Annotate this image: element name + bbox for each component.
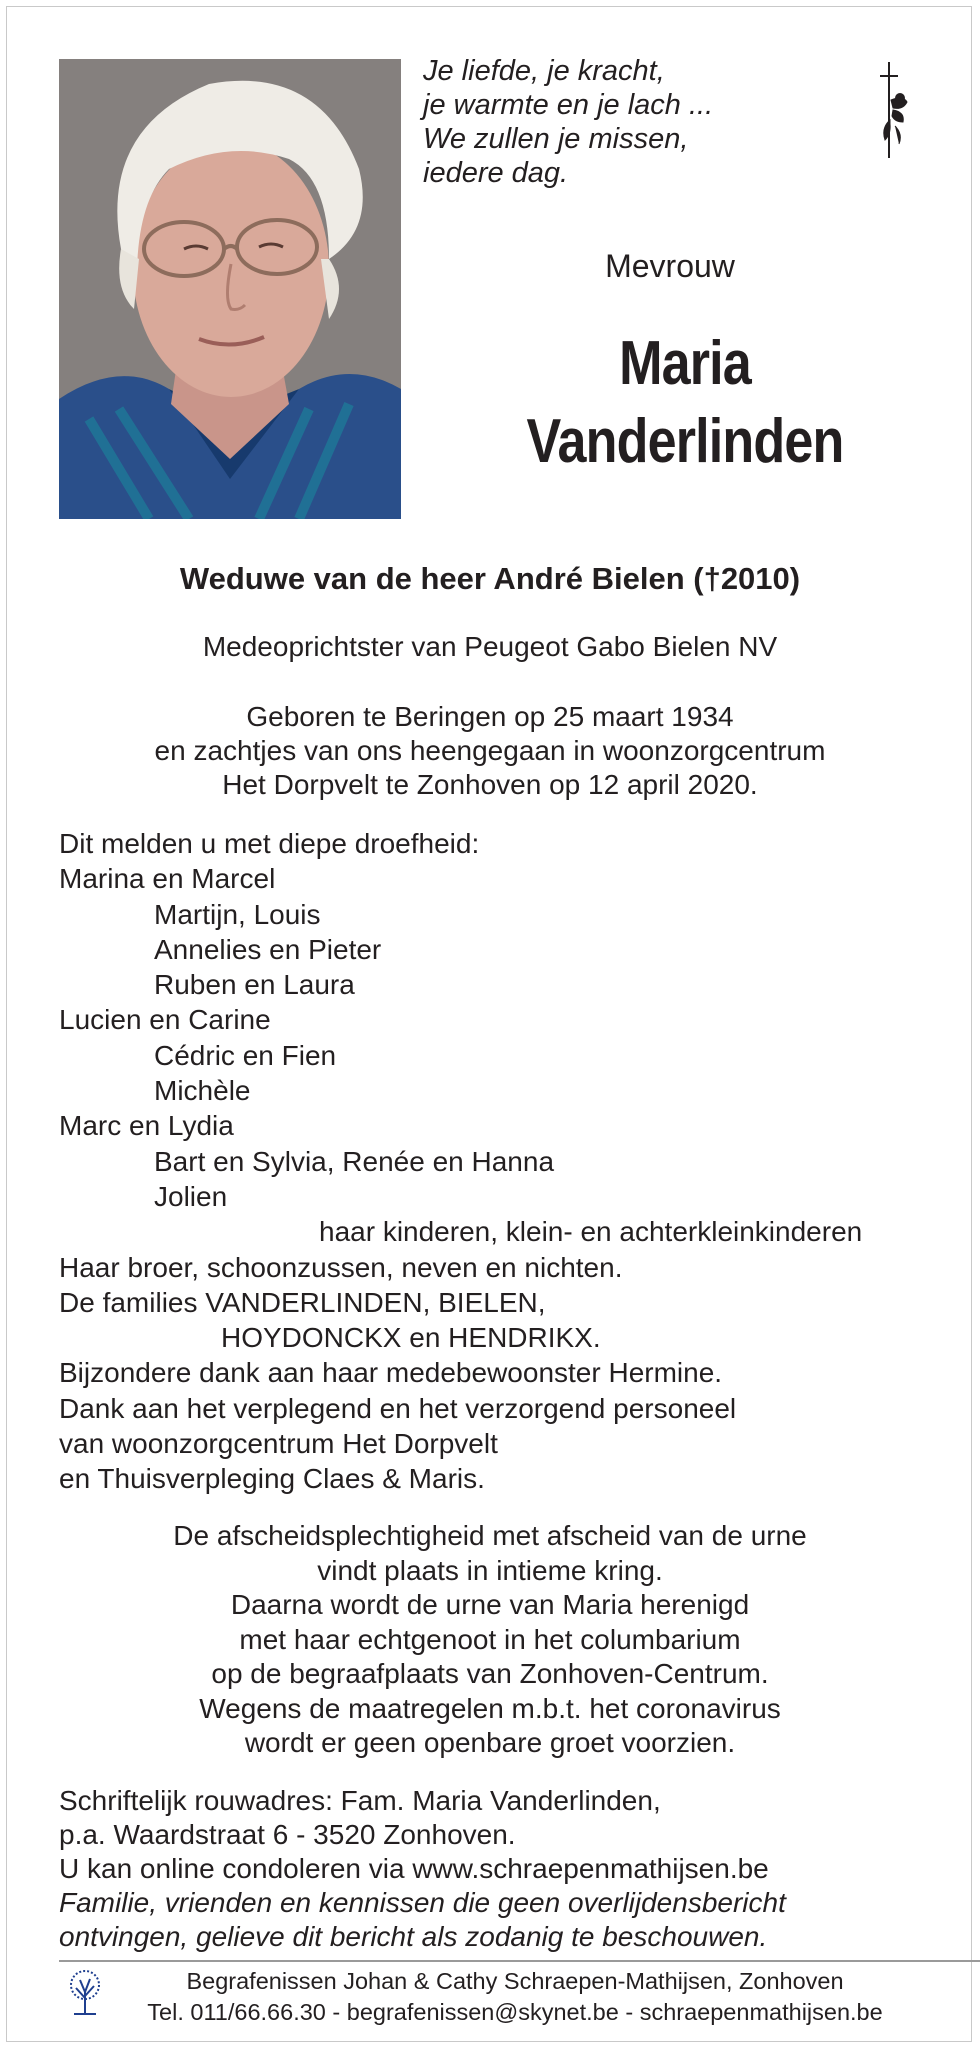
address-line: p.a. Waardstraat 6 - 3520 Zonhoven. [59, 1819, 516, 1850]
ceremony-line: wordt er geen openbare groet voorzien. [244, 1727, 736, 1758]
funeral-home-footer [122, 1966, 908, 2028]
tree-logo-icon [64, 1968, 106, 2016]
first-name: Maria [619, 329, 751, 398]
notice-line: Familie, vrienden en kennissen die geen overlijdensbericht [59, 1887, 786, 1918]
widow-line: Weduwe van de heer André Bielen (†2010) [179, 561, 801, 596]
ceremony-line: op de begraafplaats van Zonhoven-Centrum. [211, 1658, 769, 1689]
ceremony-line: De afscheidsplechtigheid met afscheid van de urne [173, 1520, 807, 1551]
poem-line: iedere dag. [423, 157, 569, 189]
grandchild: Michèle [154, 1075, 251, 1107]
birth-line: Het Dorpvelt te Zonhoven op 12 april 2020. [222, 769, 758, 800]
poem-line: We zullen je missen, [423, 123, 689, 155]
honorific: Mevrouw [605, 248, 735, 284]
thanks-line: en Thuisverpleging Claes & Maris. [59, 1463, 485, 1495]
siblings-line: Haar broer, schoonzussen, neven en nichten. [59, 1251, 623, 1283]
deceased-name [488, 325, 883, 481]
cross-icon [873, 60, 913, 160]
child: Marc en Lydia [59, 1110, 234, 1142]
poem [423, 54, 713, 190]
thanks-line: van woonzorgcentrum Het Dorpvelt [59, 1428, 498, 1460]
family-summary: haar kinderen, klein- en achterkleinkinderen [319, 1216, 863, 1248]
ceremony-line: met haar echtgenoot in het columbarium [239, 1623, 741, 1655]
address-block [59, 1784, 786, 1954]
ceremony-line: vindt plaats in intieme kring. [317, 1554, 663, 1586]
family-list [59, 826, 862, 1497]
poem-line: Je liefde, je kracht, [423, 55, 665, 87]
grandchild: Martijn, Louis [154, 898, 321, 930]
poem-line: je warmte en je lach ... [423, 89, 714, 121]
families-line: De families VANDERLINDEN, BIELEN, [59, 1286, 546, 1318]
condolence-link[interactable]: U kan online condoleren via www.schraepenmathijsen.be [59, 1853, 769, 1884]
grandchild: Ruben en Laura [154, 969, 355, 1001]
child: Lucien en Carine [59, 1004, 271, 1036]
family-intro: Dit melden u met diepe droefheid: [59, 828, 480, 859]
founder-line: Medeoprichtster van Peugeot Gabo Bielen NV [202, 631, 778, 662]
funeral-home-contact[interactable]: Tel. 011/66.66.30 - begrafenissen@skynet.be - schraepenmathijsen.be [147, 1999, 883, 2025]
ceremony-line: Daarna wordt de urne van Maria herenigd [230, 1589, 750, 1620]
thanks-line: Bijzondere dank aan haar medebewoonster Hermine. [59, 1357, 723, 1389]
last-name: Vanderlinden [526, 407, 844, 476]
ceremony-info [40, 1519, 940, 1761]
child: Marina en Marcel [59, 863, 276, 895]
funeral-home-name: Begrafenissen Johan & Cathy Schraepen-Mathijsen, Zonhoven [186, 1968, 844, 1994]
birth-line: Geboren te Beringen op 25 maart 1934 [246, 701, 734, 732]
families-line: HOYDONCKX en HENDRIKX. [221, 1322, 601, 1354]
grandchild: Jolien [154, 1180, 228, 1212]
grandchild: Cédric en Fien [154, 1039, 337, 1071]
footer-divider [59, 1960, 980, 1962]
grandchild: Annelies en Pieter [154, 933, 382, 965]
birth-death-info [40, 700, 940, 802]
thanks-line: Dank aan het verplegend en het verzorgend personeel [59, 1392, 737, 1424]
ceremony-line: Wegens de maatregelen m.b.t. het coronavirus [199, 1692, 781, 1724]
grandchild: Bart en Sylvia, Renée en Hanna [154, 1145, 555, 1177]
portrait-photo [59, 59, 401, 519]
address-line: Schriftelijk rouwadres: Fam. Maria Vanderlinden, [59, 1785, 661, 1816]
birth-line: en zachtjes van ons heengegaan in woonzorgcentrum [154, 735, 826, 766]
notice-line: ontvingen, gelieve dit bericht als zodanig te beschouwen. [59, 1921, 768, 1952]
